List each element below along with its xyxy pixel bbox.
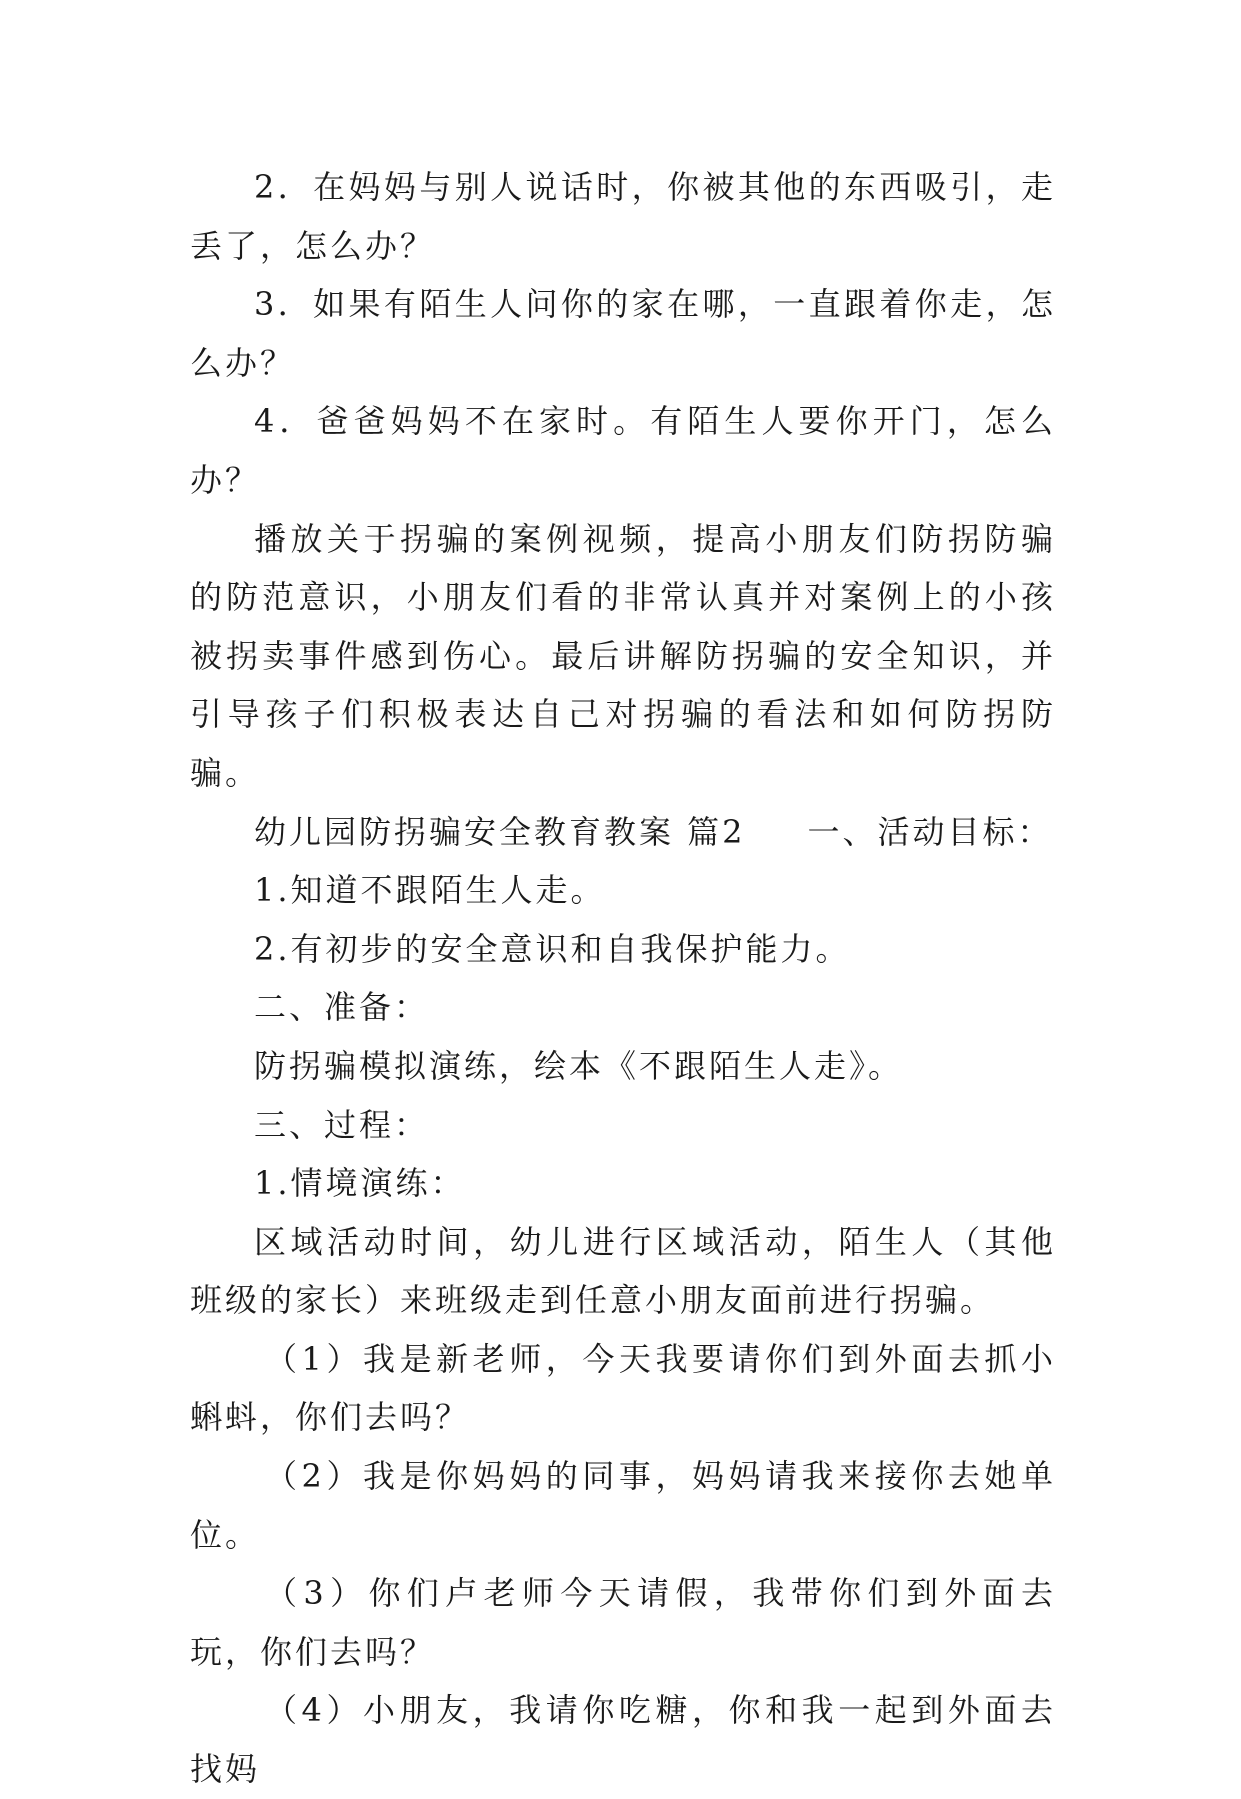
lesson-plan-title: 幼儿园防拐骗安全教育教案 篇2 [254, 812, 746, 851]
paragraph-question-3: 3．如果有陌生人问你的家在哪，一直跟着你走，怎么办？ [190, 285, 1056, 382]
scenario-drill-heading: 1.情境演练： [254, 1164, 466, 1203]
scenario-item-4: （4）小朋友，我请你吃糖，你和我一起到外面去找妈 [190, 1691, 1056, 1789]
preparation-content: 防拐骗模拟演练，绘本《不跟陌生人走》。 [254, 1046, 904, 1085]
scenario-item-1: （1）我是新老师，今天我要请你们到外面去抓小蝌蚪，你们去吗？ [190, 1339, 1056, 1437]
paragraph-question-4: 4．爸爸妈妈不在家时。有陌生人要你开门，怎么办？ [190, 402, 1056, 499]
scenario-item-2: （2）我是你妈妈的同事，妈妈请我来接你去她单位。 [190, 1457, 1056, 1554]
activity-goals-heading: 一、活动目标： [807, 812, 1053, 851]
preparation-heading: 二、准备： [254, 988, 430, 1027]
paragraph-video-summary: 播放关于拐骗的案例视频，提高小朋友们防拐防骗的防范意识，小朋友们看的非常认真并对案例上的小孩被拐卖事件感到伤心。最后讲解防拐骗的安全知识，并引导孩子们积极表达自己对拐骗的看法和如何防拐防骗。 [190, 519, 1056, 792]
scenario-description: 区域活动时间，幼儿进行区域活动，陌生人（其他班级的家长）来班级走到任意小朋友面前进行拐骗。 [190, 1222, 1056, 1320]
document-body [190, 158, 1056, 1799]
process-heading: 三、过程： [254, 1105, 430, 1144]
goal-item-2: 2.有初步的安全意识和自我保护能力。 [254, 929, 851, 968]
section-heading-line [190, 803, 1056, 862]
scenario-item-3: （3）你们卢老师今天请假，我带你们到外面去玩，你们去吗？ [190, 1574, 1056, 1671]
paragraph-question-2: 2．在妈妈与别人说话时，你被其他的东西吸引，走丢了，怎么办？ [190, 168, 1056, 265]
goal-item-1: 1.知道不跟陌生人走。 [254, 871, 606, 910]
